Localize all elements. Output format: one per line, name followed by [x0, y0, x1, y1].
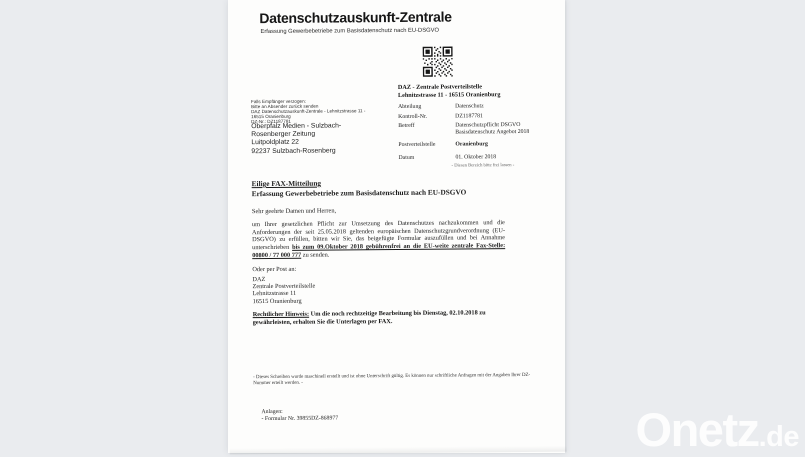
recipient-line: Oberpfalz Medien - Sulzbach-: [251, 122, 342, 131]
postal-line: Zentrale Postverteilstelle: [252, 282, 316, 291]
postal-line: Lehnitzstrasse 11: [252, 290, 297, 298]
letter-content: [226, 0, 567, 454]
legal-notice-label: Rechtlicher Hinweis:: [252, 310, 310, 319]
onetz-watermark: [636, 402, 799, 457]
return-address-line: Falls Empfänger verzogen:: [250, 98, 306, 105]
meta-value: Datenschutz: [455, 103, 484, 110]
recipient-address-block: [251, 122, 341, 156]
return-address-line: 16515 Oranienburg: [251, 113, 291, 119]
attachments-block: [261, 408, 338, 423]
salutation: Sehr geehrte Damen und Herren,: [251, 207, 337, 216]
meta-value: 01. Oktober 2018: [455, 154, 497, 161]
meta-label: Postverteilstelle: [398, 142, 436, 149]
sender-line-2: Lehnitzstrasse 11 - 16515 Oranienburg: [397, 91, 501, 99]
letter-subtitle: Erfassung Gewerbebetriebe zum Basisdatenschutz nach EU-DSGVO: [260, 27, 440, 36]
onetz-watermark-suffix: .de: [758, 421, 799, 453]
postal-line: 16515 Oranienburg: [252, 297, 302, 305]
onetz-watermark-brand: Onetz: [635, 403, 759, 456]
sender-address-block: [398, 83, 501, 100]
postal-intro: Oder per Post an:: [252, 265, 297, 274]
meta-value: Datenschutzpflicht DSGVO Basisdatenschutz Angebot 2018: [455, 122, 530, 136]
return-address-line: DZ-Nr.: DZ1187781: [251, 118, 291, 124]
meta-value: Oranienburg: [455, 141, 488, 148]
return-address-line: Bitte an Absender zurück senden: [251, 103, 319, 110]
recipient-line: Luitpoldplatz 22: [251, 139, 299, 147]
meta-label: Betreff: [398, 123, 415, 130]
return-address-block: [251, 99, 366, 124]
return-address-line: DAZ Datenschutzauskunft-Zentrale - Lehnitzstrasse 11 -: [251, 108, 366, 114]
meta-label: Abteilung: [398, 103, 422, 110]
qr-code-icon: [423, 46, 453, 78]
recipient-line: Rosenberger Zeitung: [251, 130, 316, 139]
meta-value: DZ1187781: [455, 112, 483, 120]
postal-line: DAZ: [252, 276, 266, 284]
sender-line-1: DAZ - Zentrale Postverteilstelle: [397, 83, 482, 91]
letter-title: Datenschutzauskunft-Zentrale: [259, 8, 452, 27]
subject-line-urgent-fax: Eilige FAX-Mitteilung: [251, 178, 322, 189]
keep-free-note: - Diesen Bereich bitte frei lassen -: [451, 162, 515, 168]
body-text-highlight: bis zum 09.Oktober 2018 gebührenfrei an die EU-weite zentrale Fax-Stelle: 00800 / 77 000 777: [252, 242, 506, 259]
body-text-after: zu senden.: [301, 251, 330, 259]
legal-notice-text: Um die noch rechtzeitige Bearbeitung bis Dienstag, 02.10.2018 zu gewährleisten, erhalten Sie die Unterlagen per FAX.: [252, 309, 486, 326]
meta-label: Datum: [398, 154, 415, 161]
document-scan: [228, 0, 565, 453]
legal-notice: [253, 309, 523, 327]
attachments-label: Anlagen:: [261, 408, 283, 416]
meta-label: Kontroll-Nr.: [398, 113, 427, 120]
body-text-before: um Ihrer gesetzlichen Pflicht zur Umsetzung des Datenschutzes nachzukommen und die Anforderungen der seit 25.05.2018 geltenden europäischen Datenschutzgrundverordnung (EU-DSGVO) zu erfüllen, bitten wir Sie, das beigefügte Formular auszufüllen und bei Annahme unterschrieben: [251, 219, 506, 252]
postal-address-block: [252, 276, 315, 305]
recipient-line: 92237 Sulzbach-Rosenberg: [251, 147, 336, 155]
subject-line-topic: Erfassung Gewerbebetriebe zum Basisdatenschutz nach EU-DSGVO: [251, 187, 467, 199]
machine-generated-note: - Dieses Schreiben wurde maschinell erstellt und ist ohne Unterschrift gültig. Es können nur schriftliche Anfragen mit der Angaben Ihrer DZ-Nummer erteilt werden. -: [253, 372, 531, 387]
meta-table: [398, 103, 548, 162]
attachment-item: - Formular Nr. 39855DZ-868977: [261, 415, 339, 423]
body-paragraph: [252, 219, 505, 260]
scan-edge-shadow: [230, 446, 567, 455]
